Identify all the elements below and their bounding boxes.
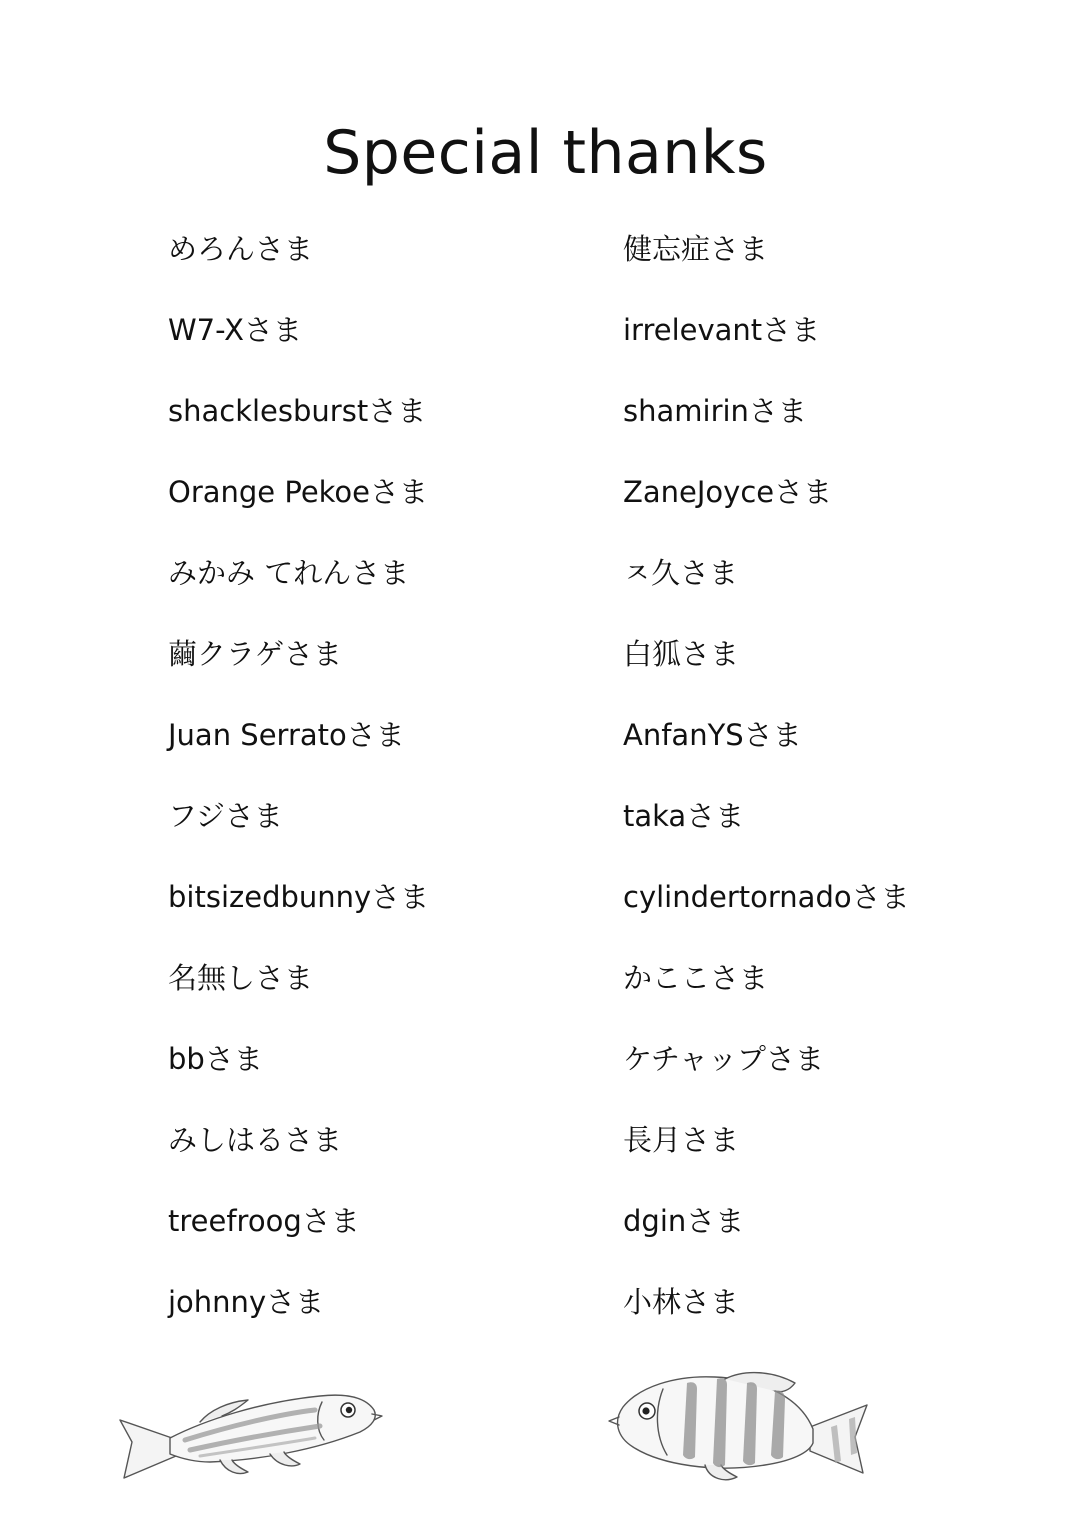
name-item: bbさま <box>168 1042 263 1076</box>
name-item: takaさま <box>623 799 745 833</box>
name-item: めろんさま <box>168 232 314 266</box>
name-item: 白狐さま <box>623 637 740 671</box>
name-item: irrelevantさま <box>623 313 821 347</box>
name-item: shacklesburstさま <box>168 394 427 428</box>
name-item: ZaneJoyceさま <box>623 475 833 509</box>
name-item: dginさま <box>623 1204 745 1238</box>
page-title: Special thanks <box>323 118 768 189</box>
name-item: W7-Xさま <box>168 313 303 347</box>
name-item: 繭クラゲさま <box>168 637 343 671</box>
name-item: 健忘症さま <box>623 232 769 266</box>
name-item: AnfanYSさま <box>623 718 802 752</box>
name-item: 長月さま <box>623 1123 740 1157</box>
name-item: みかみ てれんさま <box>168 556 410 590</box>
name-item: Juan Serratoさま <box>168 718 405 752</box>
names-column-right <box>623 224 910 1358</box>
banded-fish-icon <box>605 1365 885 1490</box>
name-item: 小林さま <box>623 1285 740 1319</box>
names-column-left <box>168 224 429 1358</box>
striped-fish-icon <box>110 1380 390 1490</box>
name-item: ㅈ久さま <box>623 556 739 590</box>
name-item: Orange Pekoeさま <box>168 475 429 509</box>
name-item: treefroogさま <box>168 1204 360 1238</box>
name-item: shamirinさま <box>623 394 807 428</box>
name-item: 名無しさま <box>168 961 314 995</box>
name-item: johnnyさま <box>168 1285 325 1319</box>
name-item: かここさま <box>623 961 769 995</box>
name-item: ケチャップさま <box>623 1042 824 1076</box>
name-item: cylindertornadoさま <box>623 880 910 914</box>
name-item: みしはるさま <box>168 1123 343 1157</box>
name-item: フジさま <box>168 799 283 833</box>
name-item: bitsizedbunnyさま <box>168 880 430 914</box>
